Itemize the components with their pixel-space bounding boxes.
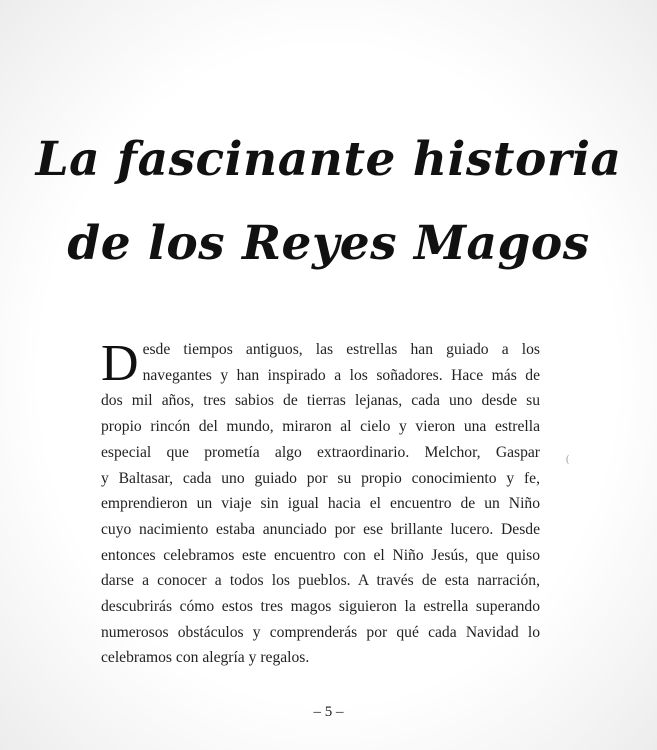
body-line-7: emprendieron un viaje sin igual hacia el encuentro de un Niño [101, 495, 540, 513]
margin-mark: ( [566, 454, 570, 465]
page-title [0, 118, 657, 286]
body-line-1: esde tiempos antiguos, las estrellas han guiado a los [142, 341, 540, 358]
body-line-2: navegantes y han inspirado a los soñadores. Hace más de [142, 366, 540, 384]
body-line-6: y Baltasar, cada uno guiado por su propio conocimiento y fe, [101, 469, 540, 487]
body-line-8: cuyo nacimiento estaba anunciado por ese brillante lucero. Desde [101, 520, 540, 538]
body-line-12: numerosos obstáculos y comprenderás por qué cada Navidad lo [101, 623, 540, 641]
body-line-13: celebramos con alegría y regalos. [101, 649, 310, 667]
drop-cap: D [101, 335, 139, 392]
body-line-9: entonces celebramos este encuentro con el Niño Jesús, que quiso [101, 546, 540, 564]
body-line-11: descubrirás cómo estos tres magos siguieron la estrella superando [101, 598, 540, 616]
page-number: – 5 – [313, 704, 344, 720]
title-line-1: La fascinante historia [35, 132, 622, 187]
body-line-5: especial que prometía algo extraordinario. Melchor, Gaspar [101, 443, 540, 461]
body-line-10: darse a conocer a todos los pueblos. A través de esta narración, [101, 572, 540, 590]
title-line-2: de los Reyes Magos [67, 216, 590, 271]
body-paragraph [101, 337, 540, 671]
body-line-4: propio rincón del mundo, miraron al cielo y vieron una estrella [101, 418, 540, 436]
body-line-3: dos mil años, tres sabios de tierras lejanas, cada uno desde su [101, 392, 540, 410]
